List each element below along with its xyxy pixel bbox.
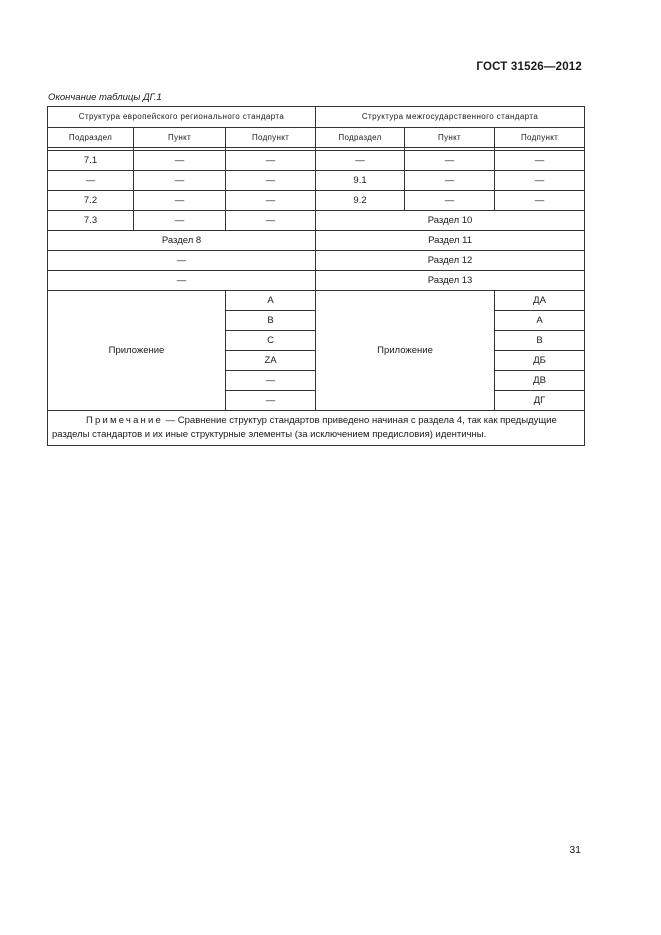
table-cell: 7.3 — [48, 211, 134, 231]
appendix-item: А — [495, 311, 585, 331]
appendix-item: ДБ — [495, 351, 585, 371]
document-code: ГОСТ 31526—2012 — [476, 61, 582, 73]
table-cell: — — [226, 191, 316, 211]
appendix-label-european: Приложение — [48, 291, 226, 411]
table-row — [48, 191, 585, 211]
table-cell: 7.1 — [48, 151, 134, 171]
comparison-table — [47, 106, 585, 446]
section-cell: Раздел 12 — [316, 251, 585, 271]
section-cell: — — [48, 271, 316, 291]
appendix-item: B — [226, 311, 316, 331]
table-cell: — — [495, 151, 585, 171]
appendix-item: ДГ — [495, 391, 585, 411]
note-row — [48, 411, 585, 446]
appendix-row — [48, 291, 585, 311]
table-row — [48, 211, 585, 231]
appendix-item: — — [226, 371, 316, 391]
table-cell: 9.1 — [316, 171, 405, 191]
table-cell: — — [134, 191, 226, 211]
table-column-header-row — [48, 128, 585, 148]
appendix-item: A — [226, 291, 316, 311]
column-header: Подпункт — [226, 128, 316, 148]
section-cell: Раздел 13 — [316, 271, 585, 291]
appendix-item: — — [226, 391, 316, 411]
table-cell: — — [405, 171, 495, 191]
appendix-item: C — [226, 331, 316, 351]
table-row — [48, 271, 585, 291]
table-cell: — — [226, 151, 316, 171]
table-cell: — — [405, 151, 495, 171]
table-cell: — — [316, 151, 405, 171]
note-text: — Сравнение структур стандартов приведено начиная с раздела 4, так как предыдущие разделы стандартов и их иные структурные элементы (за исключением предисловия) идентичны. — [52, 415, 557, 440]
appendix-item: ZA — [226, 351, 316, 371]
table-cell: — — [226, 211, 316, 231]
table-cell: — — [134, 151, 226, 171]
table-cell: — — [226, 171, 316, 191]
appendix-item: В — [495, 331, 585, 351]
appendix-item: ДА — [495, 291, 585, 311]
table-cell: — — [134, 211, 226, 231]
appendix-label-interstate: Приложение — [316, 291, 495, 411]
column-header: Подраздел — [48, 128, 134, 148]
column-header: Пункт — [134, 128, 226, 148]
section-cell: Раздел 11 — [316, 231, 585, 251]
table-cell: — — [495, 171, 585, 191]
table-cell: — — [495, 191, 585, 211]
table-note — [48, 411, 585, 446]
appendix-item: ДВ — [495, 371, 585, 391]
table-row — [48, 151, 585, 171]
page-number: 31 — [569, 844, 581, 856]
table-cell: — — [48, 171, 134, 191]
table-caption: Окончание таблицы ДГ.1 — [48, 92, 162, 103]
section-cell: — — [48, 251, 316, 271]
column-header: Подраздел — [316, 128, 405, 148]
column-header: Пункт — [405, 128, 495, 148]
table-cell: — — [405, 191, 495, 211]
section-cell: Раздел 10 — [316, 211, 585, 231]
table-row — [48, 251, 585, 271]
table-row — [48, 231, 585, 251]
table-cell: 9.2 — [316, 191, 405, 211]
table-row — [48, 171, 585, 191]
section-cell: Раздел 8 — [48, 231, 316, 251]
table-group-header-row — [48, 107, 585, 128]
table-cell: 7.2 — [48, 191, 134, 211]
note-lead: Примечание — [86, 415, 163, 426]
column-header: Подпункт — [495, 128, 585, 148]
group-header-interstate: Структура межгосударственного стандарта — [316, 107, 585, 128]
table-cell: — — [134, 171, 226, 191]
group-header-european: Структура европейского регионального стандарта — [48, 107, 316, 128]
